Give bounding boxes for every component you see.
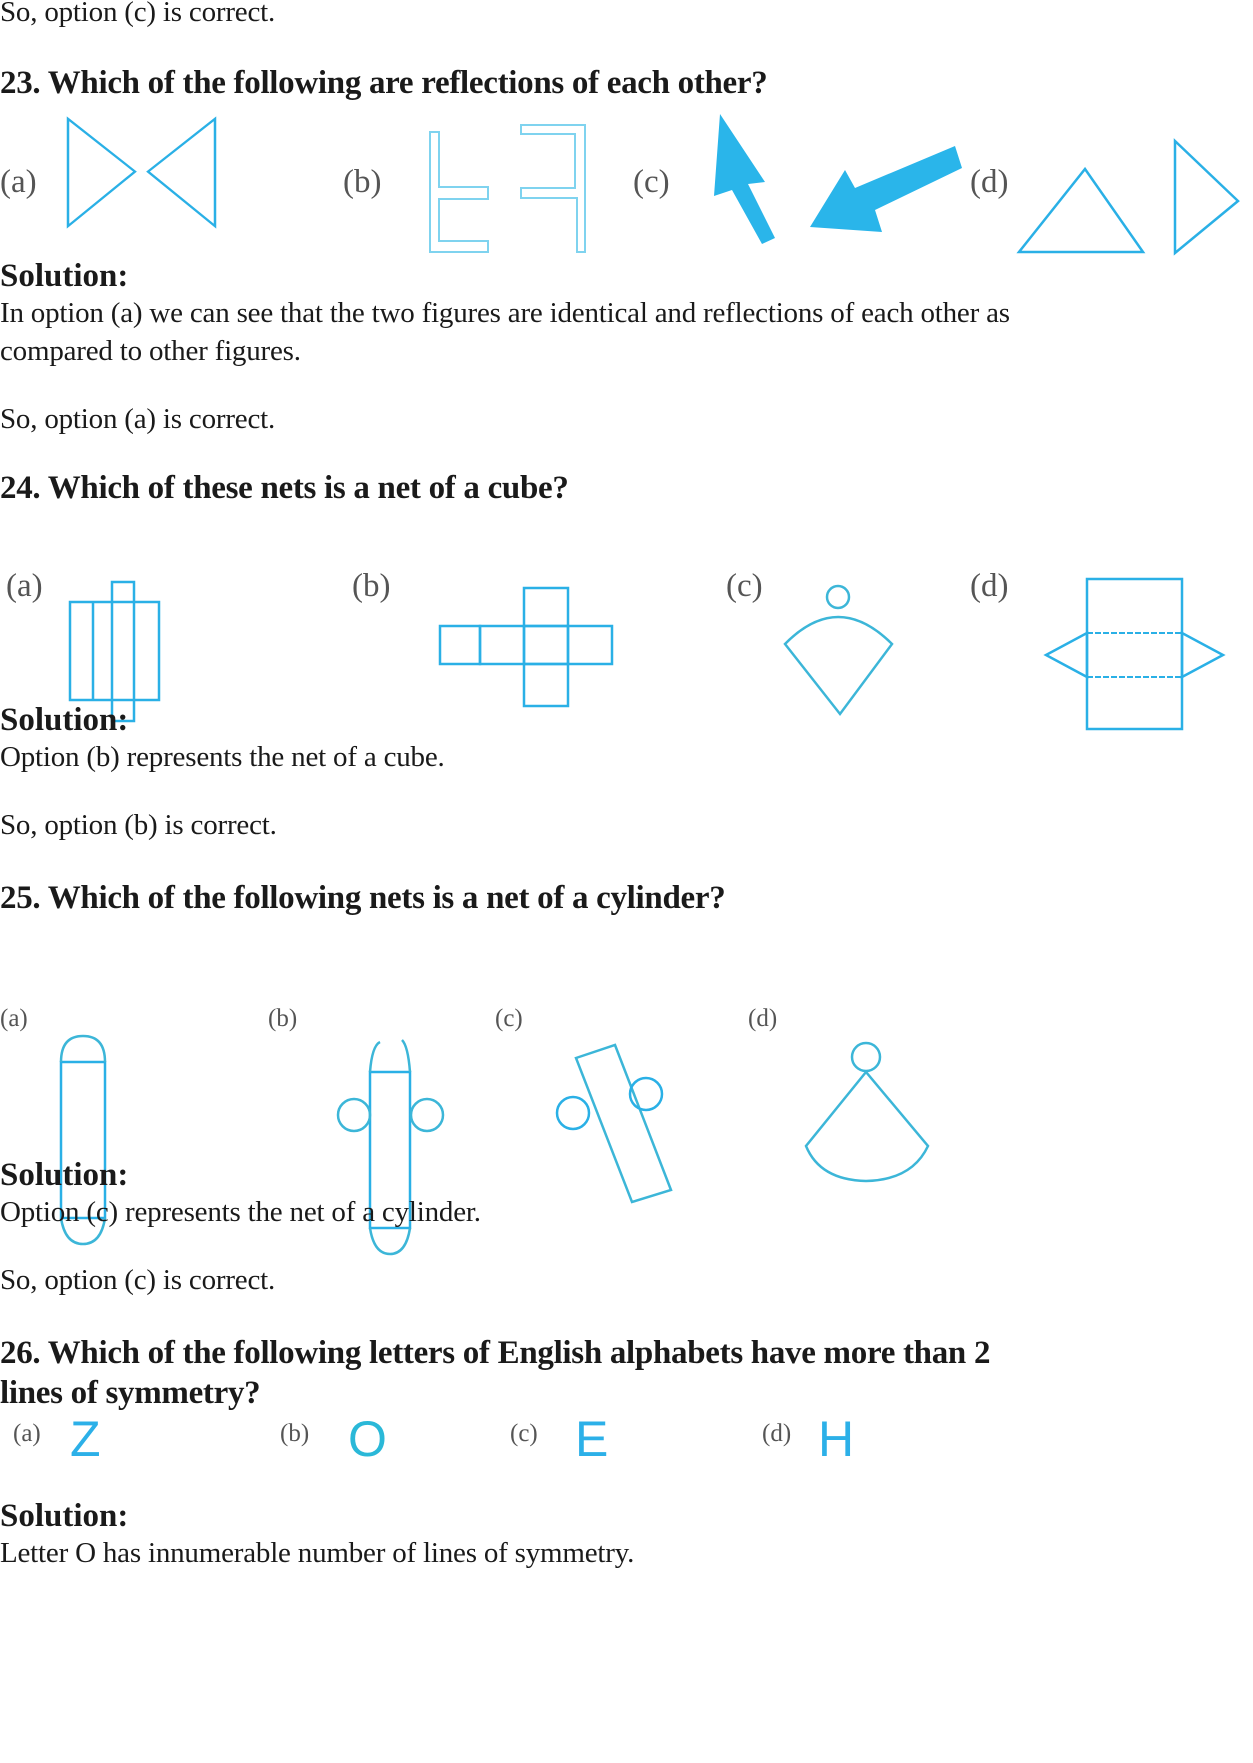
q24-option-c-label: (c)	[726, 568, 763, 604]
q26-solution-line-1: Letter O has innumerable number of lines of symmetry.	[0, 1537, 635, 1569]
q24-option-b-label: (b)	[352, 568, 391, 604]
q23-solution-line-2: compared to other figures.	[0, 335, 301, 367]
q25-conclusion: So, option (c) is correct.	[0, 1264, 276, 1296]
q23-option-d-label: (d)	[970, 164, 1009, 200]
q24-solution-heading: Solution:	[0, 702, 129, 738]
q24-figure-b-cube-net	[436, 590, 646, 715]
q25-figure-d-cone-net	[800, 1040, 935, 1220]
q25-option-d-label: (d)	[748, 1005, 778, 1032]
question-24-title: 24. Which of these nets is a net of a cube?	[0, 470, 569, 506]
q24-option-a-label: (a)	[6, 568, 43, 604]
q26-option-d-label: (d)	[762, 1420, 792, 1447]
q24-conclusion: So, option (b) is correct.	[0, 809, 277, 841]
q25-solution-heading: Solution:	[0, 1157, 129, 1193]
q26-letter-e: E	[575, 1411, 609, 1467]
q23-solution-line-1: In option (a) we can see that the two figures are identical and reflections of each other as	[0, 297, 1010, 329]
question-25-title: 25. Which of the following nets is a net of a cylinder?	[0, 880, 726, 916]
q26-letter-o: O	[348, 1411, 387, 1467]
q24-figure-c-cone-net	[780, 580, 900, 720]
q23-option-b-label: (b)	[343, 164, 382, 200]
q23-figure-a-triangles	[60, 120, 230, 240]
q23-figure-d-triangles	[1015, 135, 1253, 260]
q25-solution-line-1: Option (c) represents the net of a cylinder.	[0, 1196, 481, 1228]
q25-figure-c-cylinder-net	[555, 1038, 675, 1238]
q26-letter-h: H	[818, 1411, 855, 1467]
question-26-title-line-1: 26. Which of the following letters of English alphabets have more than 2	[0, 1335, 991, 1371]
q23-option-c-label: (c)	[633, 164, 670, 200]
q24-figure-d-prism-net	[1040, 575, 1253, 735]
q23-solution-heading: Solution:	[0, 258, 129, 294]
q25-option-b-label: (b)	[268, 1005, 298, 1032]
question-26-title-line-2: lines of symmetry?	[0, 1375, 261, 1411]
q26-solution-heading: Solution:	[0, 1498, 129, 1534]
q25-option-a-label: (a)	[0, 1005, 28, 1032]
previous-conclusion: So, option (c) is correct.	[0, 0, 276, 28]
q26-option-b-label: (b)	[280, 1420, 310, 1447]
q23-conclusion: So, option (a) is correct.	[0, 403, 276, 435]
q24-option-d-label: (d)	[970, 568, 1009, 604]
q23-figure-b-e-shapes	[425, 130, 610, 250]
q23-option-a-label: (a)	[0, 164, 37, 200]
q26-letter-z: Z	[70, 1411, 101, 1467]
q26-option-a-label: (a)	[13, 1420, 41, 1447]
q24-solution-line-1: Option (b) represents the net of a cube.	[0, 741, 445, 773]
question-23-title: 23. Which of the following are reflections of each other?	[0, 65, 768, 101]
q23-figure-c-arrows	[700, 110, 980, 250]
q26-option-c-label: (c)	[510, 1420, 538, 1447]
q25-option-c-label: (c)	[495, 1005, 523, 1032]
